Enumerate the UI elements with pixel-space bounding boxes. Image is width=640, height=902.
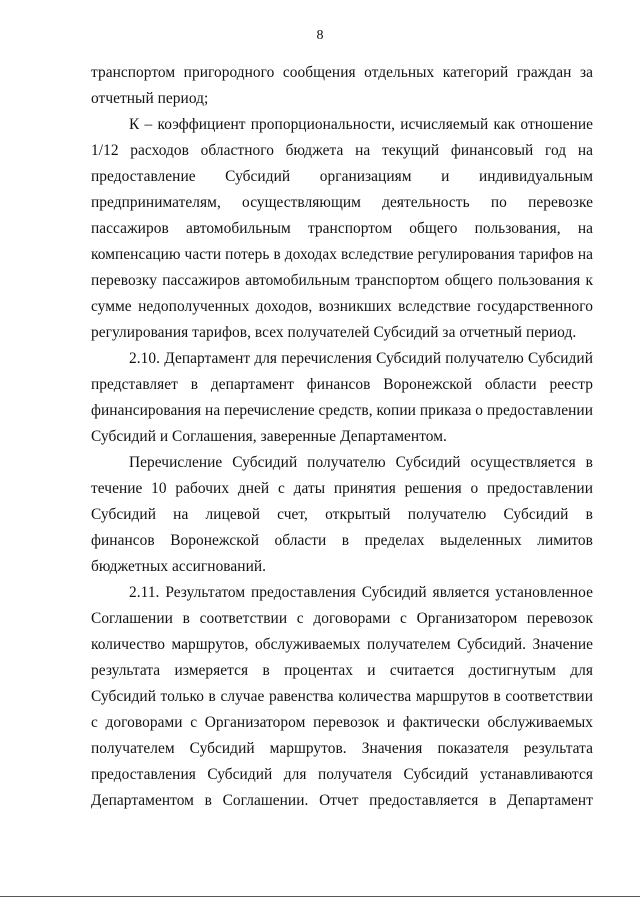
text-line: Соглашении в соответствии с договорами с Организатором перевозок [91, 610, 593, 627]
document-body [91, 60, 593, 814]
text-line: отчетный период; [91, 90, 209, 107]
text-line: Департаментом в Соглашении. Отчет предоставляется в Департамент [91, 792, 593, 809]
text-line: 1/12 расходов областного бюджета на текущий финансовый год на [91, 142, 593, 159]
text-line: 2.10. Департамент для перечисления Субсидий получателю Субсидий [129, 350, 593, 367]
text-line: финансирования на перечисление средств, копии приказа о предоставлении [91, 402, 593, 419]
text-line: Субсидий на лицевой счет, открытый получателю Субсидий в [91, 506, 593, 523]
text-line: Субсидий только в случае равенства количества маршрутов в соответствии [91, 688, 593, 705]
page-number: 8 [316, 28, 324, 43]
text-line: перевозку пассажиров автомобильным транспортом общего пользования к [91, 272, 593, 289]
text-line: компенсацию части потерь в доходах вследствие регулирования тарифов на [91, 246, 593, 263]
text-line: пассажиров автомобильным транспортом общего пользования, на [91, 220, 593, 237]
text-line: сумме недополученных доходов, возникших вследствие государственного [91, 298, 593, 315]
text-line: Перечисление Субсидий получателю Субсидий осуществляется в [129, 454, 593, 471]
text-line: количество маршрутов, обслуживаемых получателем Субсидий. Значение [91, 636, 593, 653]
text-line: 2.11. Результатом предоставления Субсидий является установленное [129, 584, 593, 601]
text-line: с договорами с Организатором перевозок и фактически обслуживаемых [91, 714, 593, 731]
text-line: К – коэффициент пропорциональности, исчисляемый как отношение [129, 116, 593, 133]
text-line: результата измеряется в процентах и считается достигнутым для [91, 662, 593, 679]
text-line: предоставление Субсидий организациям и индивидуальным [91, 168, 593, 185]
text-line: бюджетных ассигнований. [91, 558, 267, 575]
page-bottom-rule [0, 896, 640, 897]
text-line: получателем Субсидий маршрутов. Значения показателя результата [91, 740, 593, 757]
text-line: финансов Воронежской области в пределах выделенных лимитов [91, 532, 593, 549]
text-line: предпринимателям, осуществляющим деятельность по перевозке [91, 194, 593, 211]
text-line: Субсидий и Соглашения, заверенные Департаментом. [91, 428, 447, 445]
text-line: предоставления Субсидий для получателя Субсидий устанавливаются [91, 766, 593, 783]
text-line: течение 10 рабочих дней с даты принятия решения о предоставлении [91, 480, 593, 497]
text-line: регулирования тарифов, всех получателей Субсидий за отчетный период. [91, 324, 577, 341]
text-line: представляет в департамент финансов Воронежской области реестр [91, 376, 593, 393]
text-line: транспортом пригородного сообщения отдельных категорий граждан за [91, 64, 593, 81]
